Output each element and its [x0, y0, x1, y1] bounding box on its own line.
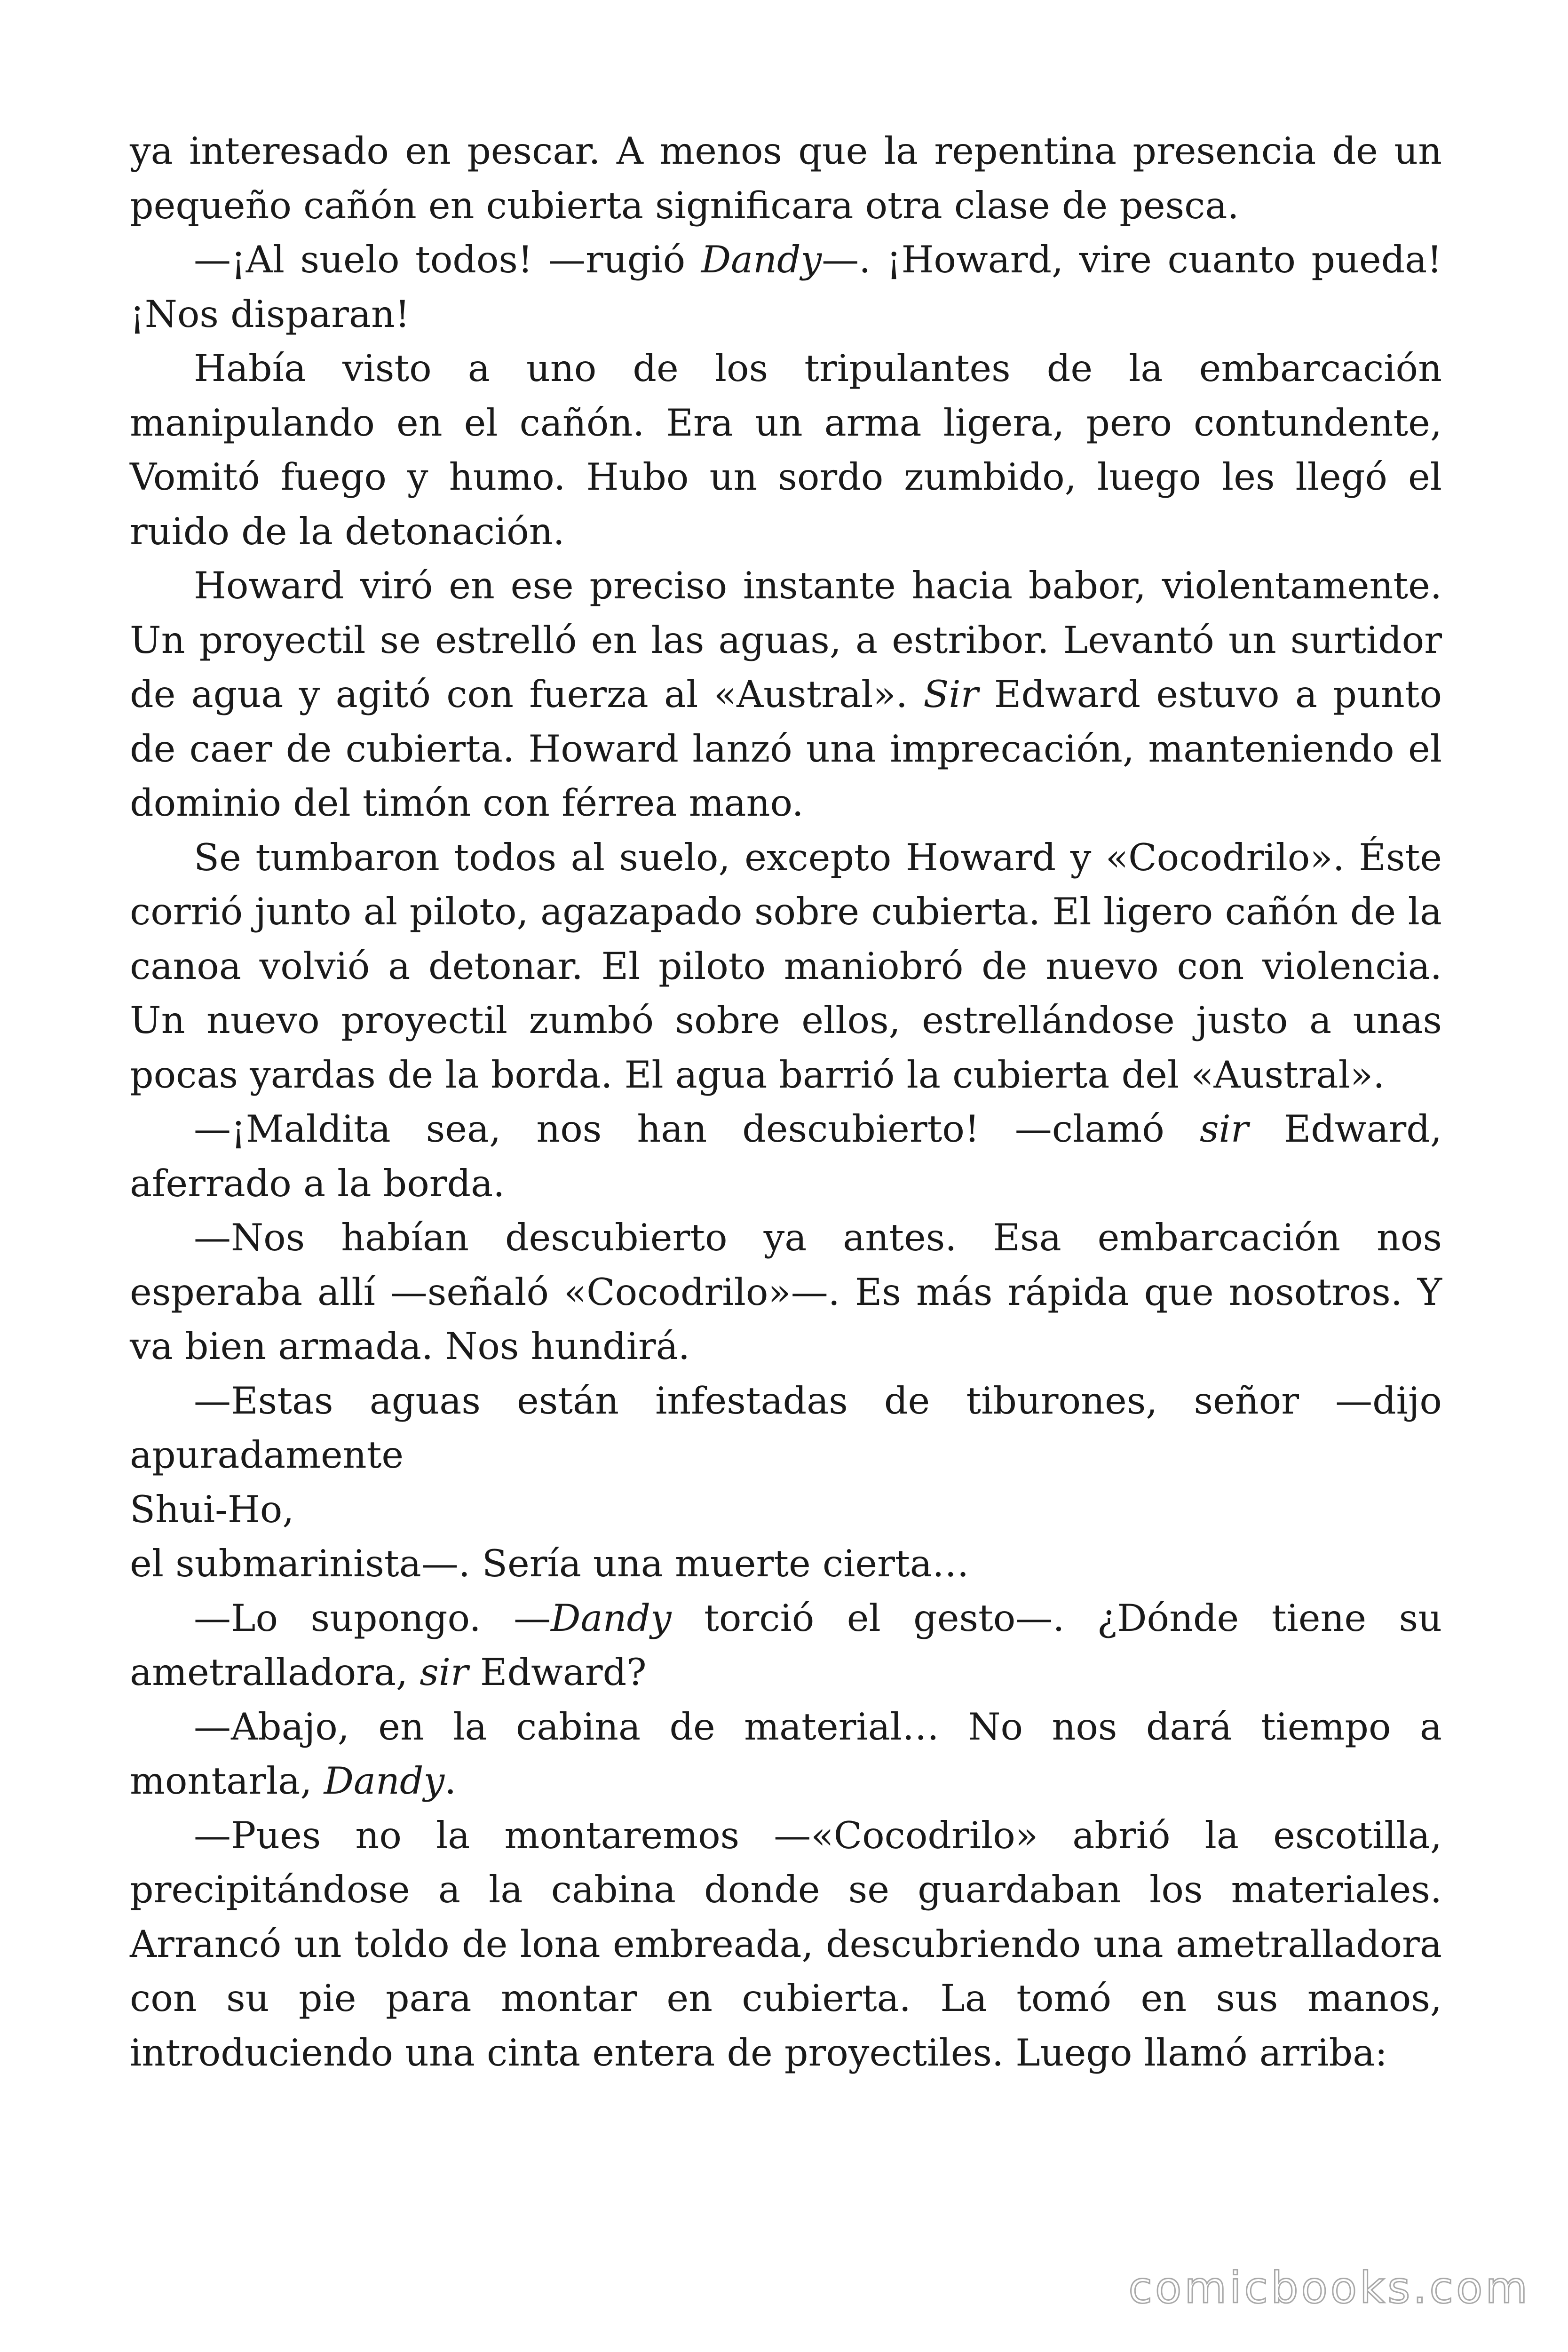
paragraph [130, 831, 1442, 1103]
text-segment: Shui-Ho, [130, 1487, 294, 1531]
text-segment: —. ¡Howard, vire cuanto pueda! ¡Nos disparan! [130, 238, 1442, 336]
paragraph [130, 124, 1442, 233]
paragraph [130, 1102, 1442, 1211]
paragraph [130, 1537, 1442, 1591]
italic-text-segment: sir [420, 1651, 468, 1694]
text-segment: —¡Al suelo todos! —rugió [194, 238, 701, 281]
text-segment: el submarinista—. Sería una muerte cierta… [130, 1542, 969, 1585]
text-segment: torció el gesto—. ¿Dónde tiene su ametralladora, [130, 1596, 1442, 1694]
paragraph [130, 1211, 1442, 1374]
paragraph [130, 559, 1442, 831]
text-segment: Edward estuvo a punto de caer de cubierta. Howard lanzó una imprecación, manteniendo el dominio del timón con férrea mano. [130, 673, 1442, 825]
italic-text-segment: sir [1199, 1107, 1249, 1151]
text-segment: —Lo supongo. — [194, 1596, 551, 1640]
text-segment: —Abajo, en la cabina de material… No nos dará tiempo a montarla, [130, 1705, 1442, 1803]
text-segment: Edward, aferrado a la borda. [130, 1107, 1442, 1205]
italic-text-segment: Dandy [551, 1596, 672, 1640]
paragraph [130, 1700, 1442, 1809]
text-segment: —Estas aguas están infestadas de tiburones, señor —dijo apuradamente [130, 1379, 1442, 1477]
text-segment: —Pues no la montaremos —«Cocodrilo» abrió la escotilla, precipitándose a la cabina donde se guardaban los materiales. Arrancó un toldo de lona embreada, descubriendo una ametralladora con su pie para montar en cubierta. La tomó en sus manos, introduciendo una cinta entera de proyectiles. Luego llamó arriba: [130, 1813, 1442, 2074]
text-segment: Había visto a uno de los tripulantes de la embarcación manipulando en el cañón. Era un arma ligera, pero contundente, Vomitó fuego y humo. Hubo un sordo zumbido, luego les llegó el ruido de la detonación. [130, 347, 1442, 553]
text-segment: ya interesado en pescar. A menos que la repentina presencia de un pequeño cañón en cubierta significara otra clase de pesca. [130, 129, 1442, 227]
text-segment: Howard viró en ese preciso instante hacia babor, violentamente. Un proyectil se estrelló en las aguas, a estribor. Levantó un surtidor de agua y agitó con fuerza al «Austral». [130, 564, 1442, 716]
text-segment: . [444, 1759, 457, 1803]
paragraph [130, 1809, 1442, 2081]
paragraph [130, 1591, 1442, 1700]
italic-text-segment: Sir [923, 673, 979, 716]
italic-text-segment: Dandy [324, 1759, 445, 1803]
book-page-text [130, 124, 1442, 2080]
italic-text-segment: Dandy [701, 238, 822, 281]
text-segment: —Nos habían descubierto ya antes. Esa embarcación nos esperaba allí —señaló «Cocodrilo»—. Es más rápida que nosotros. Y va bien armada. Nos hundirá. [130, 1216, 1442, 1368]
paragraph [130, 233, 1442, 342]
paragraph [130, 342, 1442, 559]
text-segment: Se tumbaron todos al suelo, excepto Howard y «Cocodrilo». Éste corrió junto al piloto, agazapado sobre cubierta. El ligero cañón de la canoa volvió a detonar. El piloto maniobró de nuevo con violencia. Un nuevo proyectil zumbó sobre ellos, estrellándose justo a unas pocas yardas de la borda. El agua barrió la cubierta del «Austral». [130, 835, 1442, 1097]
watermark-logo: comicbooks.com [1128, 2263, 1530, 2313]
text-segment: Edward? [468, 1651, 647, 1694]
paragraph [130, 1374, 1442, 1483]
paragraph [130, 1483, 1442, 1537]
text-segment: —¡Maldita sea, nos han descubierto! —clamó [194, 1107, 1200, 1151]
